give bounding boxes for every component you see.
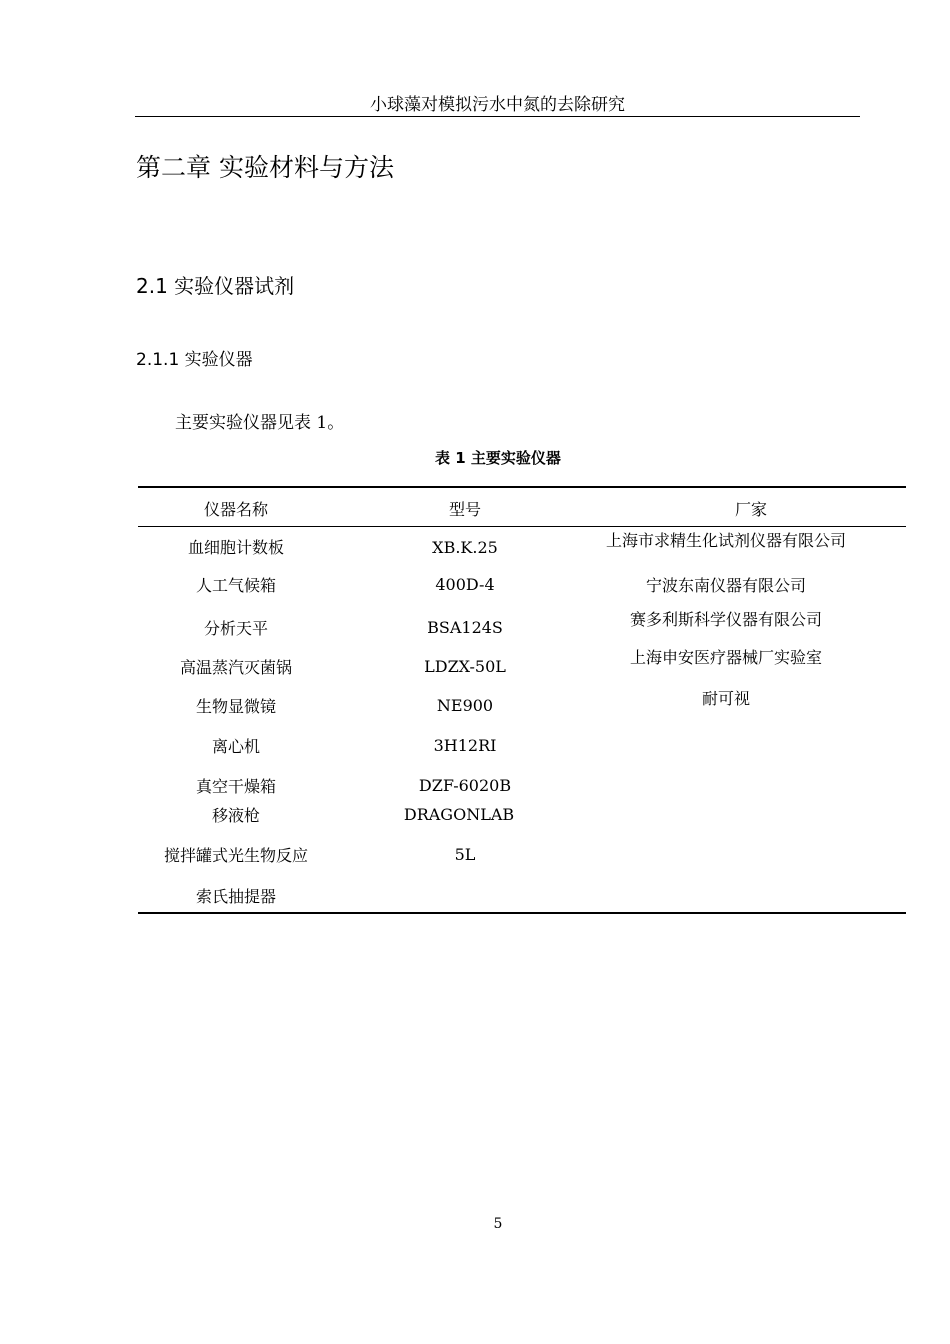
page-number: 5 <box>493 1216 503 1232</box>
table-header-rule <box>138 526 906 527</box>
table-cell-name: 搅拌罐式光生物反应 <box>163 846 309 865</box>
chapter-title: 第二章 实验材料与方法 <box>136 153 394 182</box>
table-cell-name: 索氏抽提器 <box>195 887 277 906</box>
table-cell-name: 离心机 <box>211 737 261 756</box>
running-header: 小球藻对模拟污水中氮的去除研究 <box>135 90 860 117</box>
table-cell-maker: 上海申安医疗器械厂实验室 <box>629 648 823 667</box>
table-cell-name: 血细胞计数板 <box>187 538 285 557</box>
table-cell-name: 移液枪 <box>211 806 261 825</box>
header-model: 型号 <box>448 500 482 519</box>
table-cell-maker: 上海市求精生化试剂仪器有限公司 <box>605 531 847 550</box>
table-cell-name: 真空干燥箱 <box>195 777 277 796</box>
table-cell-maker: 宁波东南仪器有限公司 <box>645 576 807 595</box>
table-cell-name: 高温蒸汽灭菌锅 <box>179 658 293 677</box>
table-cell-name: 分析天平 <box>203 619 269 638</box>
body-paragraph: 主要实验仪器见表 1。 <box>175 413 345 433</box>
table-cell-model: BSA124S <box>427 618 503 637</box>
table-cell-name: 生物显微镜 <box>195 697 277 716</box>
table-cell-model: 5L <box>454 845 476 864</box>
table-cell-name: 人工气候箱 <box>195 576 277 595</box>
subsection-title: 2.1.1 实验仪器 <box>136 350 253 370</box>
table-bottom-rule <box>138 912 906 914</box>
table-cell-maker: 耐可视 <box>701 689 751 708</box>
section-title: 2.1 实验仪器试剂 <box>136 274 295 298</box>
table-top-rule <box>138 486 906 488</box>
table-cell-model: LDZX-50L <box>424 657 506 676</box>
header-name: 仪器名称 <box>203 500 269 519</box>
table-caption: 表 1 主要实验仪器 <box>435 449 561 467</box>
header-maker: 厂家 <box>734 500 768 519</box>
table-cell-maker: 赛多利斯科学仪器有限公司 <box>629 610 823 629</box>
table-cell-model: DZF-6020B <box>418 776 512 795</box>
table-cell-model: 3H12RI <box>433 736 497 755</box>
table-cell-model: 400D-4 <box>435 575 495 594</box>
table-cell-model: NE900 <box>436 696 494 715</box>
table-cell-model: XB.K.25 <box>432 538 498 557</box>
table-cell-model: DRAGONLAB <box>403 805 515 824</box>
